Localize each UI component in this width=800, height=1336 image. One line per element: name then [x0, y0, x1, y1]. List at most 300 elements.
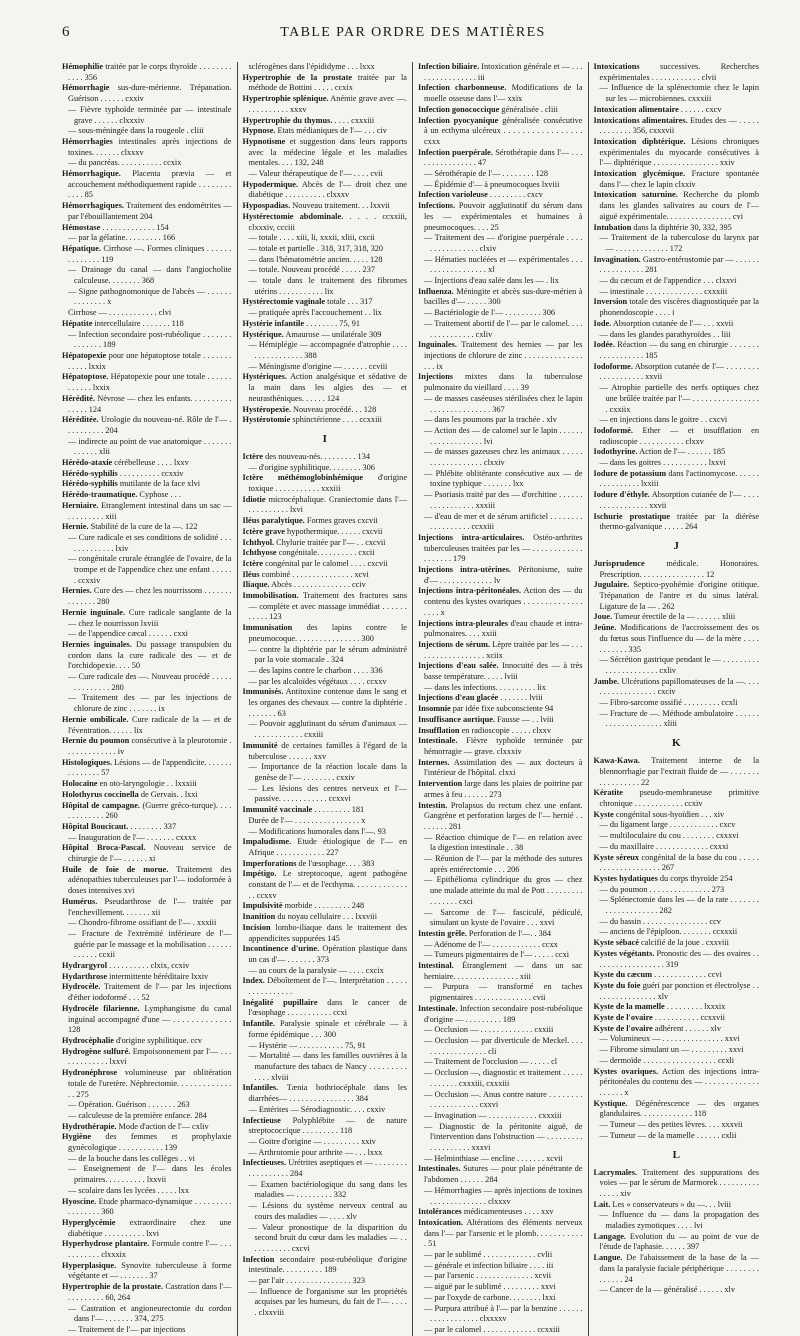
- index-entry: [418, 1068, 583, 1089]
- entry-text: Formule contre l'— . . . . . . . . . . . clxxxix: [68, 1239, 232, 1260]
- entry-text: Péritonisme, suite d'— . . . . . . . . . . . . . lv: [424, 565, 583, 585]
- index-entry: [243, 580, 408, 591]
- entry-text: Nouveau procédé. . . 128: [290, 404, 377, 414]
- entry-text: Du passage transpubien du cordon dans la cure radicale des — et de l'orchidopexie. . . . 50: [68, 639, 232, 671]
- entry-term: Kyste du cæcum: [593, 970, 653, 980]
- entry-text: morbide . . . . . . . . . 248: [282, 901, 365, 911]
- entry-text: du noyau cellulaire . . . lxxviii: [275, 912, 378, 922]
- index-entry: [418, 1261, 583, 1272]
- entry-text: traitée par le corps thyroïde . . . . . . . . . . . . 356: [68, 62, 232, 82]
- index-entry: [594, 895, 760, 916]
- index-entry: [243, 527, 408, 538]
- entry-text: Etranglement intestinal dans un sac — . . . . . . . . . xiii: [68, 500, 232, 521]
- entry-text: — par le calomel . . . . . . . . . . . . . ccxxiii: [424, 1324, 560, 1334]
- entry-term: Iodoformé.: [593, 425, 633, 435]
- entry-text: des lapins contre le pneumocoque. . . . . . . . . . . . . . . . 300: [248, 623, 407, 643]
- entry-text: Traitement des endométrites — par l'ébouillantement 204: [68, 201, 232, 221]
- index-entry: [594, 874, 760, 885]
- index-entry: [418, 1090, 583, 1111]
- index-entry: [594, 1045, 760, 1056]
- index-entry: [243, 901, 408, 912]
- entry-text: Traitement des fractures sans — complète et avec massage immédiat . . . . . . . . . . . 123: [248, 591, 407, 622]
- entry-text: congénital sous-hyoïdien . . . xiv: [613, 809, 725, 819]
- entry-text: — dermoïde . . . . . . . . . . . . . . . . . . ccxli: [599, 1055, 735, 1065]
- entry-text: — par l'air . . . . . . . . . . . . . . . . 323: [248, 1276, 365, 1286]
- entry-text: — congénitale crurale étranglée de l'ovaire, de la trompe et de l'appendice chez une enfant . . . . . . ccxxiv: [68, 554, 232, 585]
- index-entry: [243, 645, 408, 666]
- entry-term: Hérédo-ataxie: [62, 458, 113, 468]
- index-entry: [62, 1154, 232, 1165]
- entry-text: — Sarcome de l'— fasciculé, pédiculé, simulant un kyste de l'ovaire . . . xxvi: [424, 907, 583, 928]
- index-entry: [243, 1019, 408, 1040]
- index-entry: [418, 940, 583, 951]
- entry-term: Kyste du foie: [593, 980, 641, 990]
- entry-text: Evolution du — au point de vue de l'étude de l'aphasie. . . . . . 397: [599, 1231, 759, 1252]
- entry-term: Internes.: [418, 757, 450, 767]
- index-entry: [418, 565, 583, 586]
- entry-text: pseudo-membraneuse primitive chronique . . . . . . . . . . . . ccxiv: [599, 788, 759, 808]
- index-entry: [62, 458, 232, 469]
- entry-term: Hydarthrose: [62, 971, 108, 981]
- entry-text: — Adénome de l'— . . . . . . . . . . . . ccxx: [424, 939, 558, 949]
- index-entry: [243, 837, 408, 858]
- index-entry: [243, 762, 408, 783]
- index-entry: [418, 961, 583, 982]
- entry-term: Immunisation: [242, 623, 293, 633]
- index-entry: [62, 801, 232, 822]
- index-entry: [62, 308, 232, 319]
- entry-text: Traitement des hernies — par les injections de chlorure de zinc . . . . . . . . . . . . . . . . . ix: [424, 340, 583, 371]
- entry-term: Hémostase: [62, 222, 101, 232]
- entry-term: Hernie.: [62, 522, 89, 532]
- entry-text: — Arthrotomie pour arthrite — . . . lxxx: [248, 1147, 383, 1157]
- entry-term: Jeûne.: [593, 623, 617, 633]
- entry-text: Antitoxine contenue dans le sang et les organes des chevaux — contre la diphtérie . . . . . . . . 63: [248, 687, 407, 718]
- entry-term: Hypospadias.: [242, 201, 291, 211]
- index-entry: [62, 833, 232, 844]
- index-entry: [418, 661, 583, 682]
- index-entry: [418, 1025, 583, 1036]
- index-entry: [62, 1068, 232, 1100]
- index-entry: [594, 1002, 760, 1013]
- entry-term: Jambe.: [593, 676, 620, 686]
- index-entry: [62, 629, 232, 640]
- entry-text: guéri par ponction et électrolyse . . . . . . . . . . . . . . . . xlv: [599, 980, 759, 1001]
- entry-text: Traitement de l'— par les injections d'éther iodoformé . . . 52: [68, 982, 232, 1003]
- index-entry: [418, 62, 583, 83]
- entry-text: Mode d'action de l'— cxliv: [116, 1121, 209, 1131]
- entry-text: intermittente héréditaire lxxiv: [107, 971, 209, 981]
- index-entry: [594, 469, 760, 490]
- entry-text: secondaire post-rubéolique d'origine intestinale. . . . . . . . . . 189: [248, 1254, 407, 1275]
- index-entry: [594, 415, 760, 426]
- entry-text: microcéphalique. Craniectomie dans l'— . . . . . . . . . . lxvi: [248, 494, 407, 515]
- entry-term: Langue.: [593, 1253, 623, 1263]
- entry-text: d'origine syphilitique. ccv: [113, 1035, 203, 1045]
- index-entry: [243, 265, 408, 276]
- index-entry: [418, 854, 583, 875]
- entry-text: — indirecte au point de vue anatomique . . . . . . . . . . . . . xlii: [68, 436, 232, 457]
- entry-term: Ictère grave: [242, 526, 285, 536]
- entry-term: Injections d'eau salée.: [418, 661, 499, 671]
- entry-text: — de l'appendice cæcal . . . . . . cxxi: [68, 629, 188, 639]
- index-entry: [418, 1207, 583, 1218]
- entry-text: et suggestion dans leurs rapports avec la médecine légale et les maladies mentales. . . . 132, 248: [248, 136, 407, 168]
- index-entry: [418, 758, 583, 779]
- running-title: TABLE PAR ORDRE DES MATIÈRES: [280, 25, 546, 40]
- entry-text: sus-dure-mérienne. Trépanation. Guérison . . . . . . cxxiv: [68, 83, 232, 104]
- entry-text: congénitale. . . . . . . . . . cxcii: [276, 548, 375, 558]
- entry-text: Étranglement — dans un sac herniaire. . . . . . . . . . . . . . . . xiii: [424, 961, 583, 981]
- entry-text: — multiloculaire du cou . . . . . . . . cxxxvi: [599, 831, 739, 841]
- entry-text: . . . . . . . . 75, 91: [304, 318, 361, 328]
- index-entry: [62, 972, 232, 983]
- index-entry: [243, 1051, 408, 1083]
- entry-term: Infection pyocyanique: [418, 115, 499, 125]
- index-entry: [594, 1099, 760, 1120]
- index-entry: [594, 981, 760, 1002]
- index-entry: [62, 351, 232, 372]
- entry-text: Chylurie traitée par l'— . . cxcvii: [274, 537, 386, 547]
- index-entry: [243, 666, 408, 677]
- entry-text: — du bassin . . . . . . . . . . . . . . . . ccv: [599, 916, 721, 926]
- entry-term: Hémorrhagies: [62, 136, 113, 146]
- entry-text: Cyphose . . .: [137, 490, 181, 500]
- entry-text: — du ligament large . . . . . . . . . . . . cxcv: [599, 820, 736, 830]
- entry-term: Hémorrhagie: [62, 83, 110, 93]
- index-entry: [594, 447, 760, 458]
- entry-text: médicale. Honoraires. Prescription. . . . . . . . . . . . . . . . 12: [599, 558, 759, 579]
- index-entry: [594, 83, 760, 104]
- entry-term: Inanition: [242, 912, 276, 922]
- entry-text: — Fibrome simulant un — . . . . . . . . . xxvi: [599, 1045, 744, 1055]
- index-entry: [418, 736, 583, 757]
- entry-term: Infection varioleuse: [418, 190, 488, 200]
- index-entry: [62, 758, 232, 779]
- index-entry: [418, 148, 583, 169]
- index-entry: [594, 853, 760, 874]
- entry-term: Hydrothérapie.: [62, 1121, 117, 1131]
- index-entry: [62, 1122, 232, 1133]
- index-entry: [62, 1239, 232, 1260]
- index-entry: [418, 533, 583, 565]
- index-columns: [62, 62, 764, 1334]
- entry-text: lombo-iliaque dans le traitement des appendicites suppurées 145: [248, 922, 407, 943]
- entry-text: Lésions — de l'appendicite. . . . . . . . . . . . . . . 57: [68, 757, 232, 778]
- entry-text: consécutive à la pleurotomie . . . . . . . . . . . . . iv: [68, 736, 232, 756]
- entry-term: Iléus: [242, 569, 260, 579]
- index-entry: [243, 405, 408, 416]
- index-entry: [594, 1200, 760, 1211]
- entry-term: Jugulaire.: [593, 580, 630, 590]
- entry-text: (Guerre gréco-turque). . . . . . . . . . . . . 260: [68, 800, 232, 821]
- index-entry: [594, 512, 760, 533]
- entry-text: — Valeur pronostique de la disparition du second bruit du cœur dans les maladies — . . . . . . . . . . . cxcvi: [248, 1222, 407, 1253]
- entry-term: Intestinales.: [418, 1164, 461, 1174]
- index-entry: [594, 885, 760, 896]
- entry-term: Hydronéphrose: [62, 1068, 118, 1078]
- entry-text: — calculeuse de la première enfance. 284: [68, 1110, 207, 1120]
- index-entry: [62, 1197, 232, 1218]
- entry-text: . . . . . . cxcv: [678, 104, 722, 114]
- entry-text: — Epithélioma cylindrique du gros — chez une malade atteinte du mal de Pott . . . . . . . . . . . . . . . . cxci: [424, 875, 583, 906]
- index-entry: [418, 683, 583, 694]
- index-entry: [243, 297, 408, 308]
- index-entry: [594, 655, 760, 676]
- index-entry: [418, 1164, 583, 1185]
- entry-text: — Cancer de la — généralisé . . . . . . xlv: [599, 1285, 735, 1295]
- entry-text: Placenta prævia — et accouchement méthodiquement rapide . . . . . . . . . . . . 85: [68, 169, 232, 200]
- entry-term: Iodure d'éthyle.: [593, 490, 650, 500]
- entry-text: médicamenteuses . . . . xxv: [461, 1207, 554, 1217]
- index-entry: [418, 287, 583, 308]
- index-entry: [62, 522, 232, 533]
- index-entry: [243, 330, 408, 341]
- entry-text: — Fracture de —. Méthode ambulatoire . . . . . . . . . . . . . . . . . . . . xliii: [599, 708, 759, 729]
- index-entry: [62, 1218, 232, 1239]
- index-entry: [62, 736, 232, 757]
- entry-term: Hygiène: [62, 1132, 92, 1142]
- entry-text: . . . . . . . . . . . . . 154: [100, 222, 169, 232]
- index-entry: [594, 223, 760, 234]
- entry-text: De l'abaissement de la base de la — dans la paralysie faciale périphérique . . . . . . . . . . . . . . 24: [599, 1253, 759, 1284]
- entry-text: Infection secondaire post-rubéolique d'origine — . . . . . . . . . 189: [424, 1003, 583, 1024]
- entry-text: Altérations des éléments nerveux dans l'— par l'arsenic et le plomb. . . . . . . . . . . . 51: [424, 1217, 583, 1249]
- entry-term: Hyperglycémie: [62, 1217, 116, 1227]
- index-entry: [243, 362, 408, 373]
- entry-text: sclérogènes dans l'épididyme . . . lxxx: [248, 62, 375, 71]
- entry-term: Kyste de la mamelle: [593, 1002, 665, 1012]
- entry-term: Hépatite: [62, 318, 93, 328]
- index-entry: [62, 1282, 232, 1303]
- index-entry: [62, 929, 232, 961]
- index-entry: [594, 62, 760, 83]
- entry-term: Intolérances: [418, 1207, 462, 1217]
- entry-text: congénital de la base du cou . . . . . . . . . . . . . . . . . . . . 267: [599, 852, 759, 873]
- entry-text: Réaction — du sang en chirurgie . . . . . . . . . . . . . . . . . . 185: [599, 340, 759, 360]
- index-entry: [62, 1164, 232, 1185]
- entry-text: Fracture spontanée dans l'— chez le lapin clxxiv: [599, 169, 759, 189]
- entry-text: — par la gélatine. . . . . . . . . 166: [68, 233, 176, 243]
- entry-text: — Examen bactériologique du sang dans les maladies — . . . . . . . . . 332: [248, 1179, 407, 1200]
- index-entry: [594, 330, 760, 341]
- entry-term: Ichthyol.: [242, 537, 275, 547]
- index-entry: [243, 1255, 408, 1276]
- entry-term: Hépatique.: [62, 243, 101, 253]
- index-entry: [594, 1168, 760, 1200]
- entry-term: Humérus.: [62, 896, 98, 906]
- index-entry: [594, 233, 760, 254]
- entry-text: — Goitre d'origine — . . . . . . . . . xxiv: [248, 1136, 376, 1146]
- index-entry: [243, 233, 408, 244]
- entry-term: Hérédité.: [62, 393, 95, 403]
- entry-term: Injections de sérum.: [418, 639, 491, 649]
- entry-text: — Injections d'eau salée dans les — . lix: [424, 276, 559, 286]
- index-entry: [62, 1036, 232, 1047]
- entry-term: Injections intra-utérines.: [418, 565, 512, 575]
- entry-text: — Hématies nucléées et — expérimentales . . . . . . . . . . . . . . . . . xl: [424, 254, 583, 275]
- entry-term: Hyperhydrose plantaire.: [62, 1239, 150, 1249]
- entry-text: Etats médianiques de l'— . . . civ: [275, 126, 387, 136]
- entry-text: — générale et infection biliaire . . . . iii: [424, 1260, 554, 1270]
- index-entry: [418, 469, 583, 490]
- entry-text: Tænia bothriocéphale dans les diarrhées— . . . . . . . . . . . . . . . . 384: [248, 1083, 407, 1104]
- entry-text: Urétrites aseptiques et — . . . . . . . . . . . . . . . . . . 284: [248, 1158, 407, 1179]
- index-entry: [243, 1201, 408, 1222]
- index-entry: [594, 1056, 760, 1067]
- index-entry: [243, 1287, 408, 1319]
- entry-term: Hystérique.: [242, 329, 284, 339]
- index-entry: [243, 319, 408, 330]
- index-entry: [418, 116, 583, 148]
- entry-text: hypothermique. . . . . . cxcvii: [284, 526, 383, 536]
- entry-text: — Les lésions des centres nerveux et l'— passive. . . . . . . . . . . . ccxxvi: [248, 783, 407, 804]
- index-entry: [243, 966, 408, 977]
- index-entry: [594, 810, 760, 821]
- index-entry: [62, 779, 232, 790]
- entry-text: — Valeur thérapeutique de l'— . . . . cvii: [248, 169, 383, 179]
- index-entry: [594, 677, 760, 698]
- entry-term: Infections.: [418, 201, 456, 211]
- index-entry: [418, 1325, 583, 1336]
- entry-text: — de la bouche dans les collèges . . vi: [68, 1153, 195, 1163]
- index-entry: [418, 233, 583, 254]
- section-letter: K: [671, 737, 681, 750]
- index-entry: [62, 137, 232, 158]
- index-entry: [243, 1180, 408, 1201]
- entry-text: par idée fixe subconsciente 94: [450, 704, 554, 714]
- page-number: 6: [62, 24, 70, 40]
- entry-text: . . . . . . . . . . . . . ccvi: [652, 970, 722, 980]
- entry-text: — Fibro-sarcome ossifié . . . . . . . . . ccxli: [599, 698, 738, 708]
- index-entry: [243, 591, 408, 623]
- index-entry: [594, 788, 760, 809]
- index-entry: [418, 1271, 583, 1282]
- entry-text: — des lapins contre le charbon . . . . 336: [248, 665, 383, 675]
- index-entry: [594, 1034, 760, 1045]
- index-entry: [62, 918, 232, 929]
- index-entry: [594, 1067, 760, 1099]
- entry-term: Iliaque.: [242, 580, 270, 590]
- entry-text: Cirrhose — . . . . . . . . . . . . clvi: [68, 308, 172, 318]
- index-entry: [418, 394, 583, 415]
- entry-text: — anciens de l'épiploon. . . . . . . . ccxxxii: [599, 927, 738, 937]
- entry-term: Iodure de potassium: [593, 468, 667, 478]
- entry-text: — Hystérie — . . . . . . . . . . . 75, 91: [248, 1040, 366, 1050]
- entry-text: Action analgésique et sédative de la main dans les algies des — et neurasthéniques. . . . . . 124: [248, 372, 407, 403]
- entry-term: Injections d'eau glacée: [418, 693, 499, 703]
- index-entry: [243, 1276, 408, 1287]
- entry-term: Kératite: [593, 788, 623, 798]
- index-entry: [243, 784, 408, 805]
- index-entry: [243, 923, 408, 944]
- entry-term: Lacrymales.: [593, 1167, 638, 1177]
- entry-term: Kyste de l'ovaire: [593, 1013, 653, 1023]
- entry-text: — Drainage du canal — dans l'angiocholite calculeuse. . . . . . . . 368: [68, 265, 232, 286]
- index-entry: [243, 169, 408, 180]
- entry-text: Etudes des — . . . . . . . . . . . . . 356, cxxxvii: [599, 115, 760, 136]
- index-entry: [62, 490, 232, 501]
- index-entry: [243, 463, 408, 474]
- index-entry: [418, 715, 583, 726]
- entry-term: Impulsivité: [242, 901, 283, 911]
- index-entry: [594, 287, 760, 298]
- entry-term: Hernies inguinales.: [62, 639, 132, 649]
- index-entry: [594, 1210, 760, 1231]
- entry-term: Hépatopexie: [62, 350, 107, 360]
- entry-term: Hypnotisme: [242, 136, 286, 146]
- index-entry: [418, 950, 583, 961]
- index-entry: [243, 415, 408, 426]
- index-column-4: [589, 62, 765, 1336]
- entry-term: Hypertrophie splénique.: [242, 94, 329, 104]
- entry-text: dans l'actinomycose. . . . . . . . . . . . . . . . lxxiii: [599, 468, 759, 489]
- entry-term: Infectieuse: [242, 1115, 281, 1125]
- index-column-2: [238, 62, 414, 1336]
- index-entry: [243, 126, 408, 137]
- index-entry: [594, 255, 760, 276]
- entry-text: Ulcérations papillomateuses de la —. . . . . . . . . . . . . . . . . . cxciv: [599, 676, 759, 697]
- entry-term: Hernie inguinale.: [62, 607, 126, 617]
- index-entry: [243, 538, 408, 549]
- entry-term: Hydrogène sulfuré.: [62, 1046, 131, 1056]
- entry-text: Absorption cutanée de l'— . . . . . . . . . . . . . . . . . . . xxvii: [599, 361, 759, 382]
- index-entry: [62, 715, 232, 736]
- entry-text: dans le cancer de l'œsophage . . . . . . . . . . . ccxi: [248, 997, 407, 1018]
- index-entry: [62, 330, 232, 351]
- entry-text: Stabilité de la cure de la —. 122: [88, 522, 198, 532]
- index-entry: [594, 105, 760, 116]
- index-entry: [418, 426, 583, 447]
- entry-text: Traitement des suppurations des voies — par le sérum de Marmorek . . . . . . . . . . . . . . . xiv: [599, 1167, 759, 1198]
- entry-term: Hyoscine.: [62, 1196, 97, 1206]
- entry-text: . . . . cxxxiii: [332, 115, 375, 125]
- entry-text: Cure radicale sanglante de la — chez le nourrisson lxviii: [68, 607, 232, 628]
- index-entry: [243, 1148, 408, 1159]
- entry-text: — Sécrétion gastrique pendant le — . . . . . . . . . . . . . . . . . . . . . . cxliv: [599, 655, 759, 675]
- index-entry: [594, 938, 760, 949]
- index-entry: [62, 1261, 232, 1282]
- entry-term: Hydrargyrol: [62, 961, 108, 971]
- entry-text: Les « conservateurs » du —. . . lviii: [610, 1199, 732, 1209]
- entry-text: . . . . ccxxiii, clxxxiv, ccciii: [248, 211, 407, 232]
- index-entry: [243, 1158, 408, 1179]
- entry-text: Opération plastique dans un cas d'— . . . . . . . 373: [248, 944, 407, 964]
- index-column-3: [413, 62, 589, 1336]
- index-entry: [243, 137, 408, 169]
- entry-text: — Atrophie partielle des nerfs optiques chez une brûlée traitée par l'— . . . . . . . . . . . . . . . . . cxxiix: [599, 383, 759, 414]
- entry-term: Infantile.: [242, 1019, 275, 1029]
- entry-term: Hydrocéphalie: [62, 1035, 114, 1045]
- entry-text: — de masses gazeuses chez les animaux . . . . . . . . . . . . . . . . . . clxxiv: [424, 447, 583, 468]
- index-entry: [62, 843, 232, 864]
- entry-text: — Occlusion — . . . . . . . . . . . . . cxxiii: [424, 1025, 554, 1035]
- entry-text: Amaurose — unilatérale 309: [283, 329, 382, 339]
- index-entry: [418, 908, 583, 929]
- index-entry: [418, 693, 583, 704]
- entry-term: Immobilisation.: [242, 591, 299, 601]
- entry-text: Polyphlébite — de nature streptococcique . . . . . . . . . 118: [248, 1115, 407, 1136]
- index-entry: [418, 1004, 583, 1025]
- index-entry: [62, 1100, 232, 1111]
- entry-term: Injections intra-pleurales: [418, 618, 509, 628]
- index-entry: [594, 612, 760, 623]
- entry-term: Hyperplasique.: [62, 1260, 117, 1270]
- entry-text: des femmes et prophylaxie gynécologique . . . . . . . . . . . 139: [68, 1132, 232, 1153]
- entry-term: Herniaire.: [62, 500, 99, 510]
- entry-text: — aiguë par le sublimé . . . . . . . . . xxvi: [424, 1282, 556, 1292]
- entry-text: Pouvoir agglutinatif du sérum dans les — expérimentales et humaines à pneumocoques. . . . 25: [424, 201, 583, 232]
